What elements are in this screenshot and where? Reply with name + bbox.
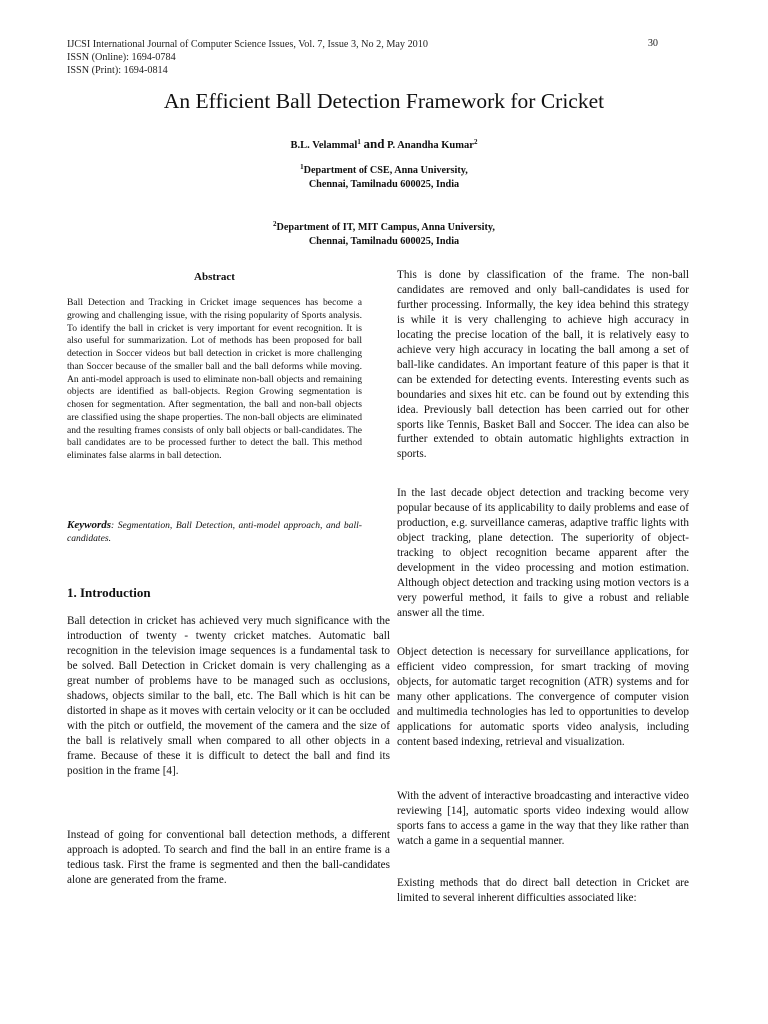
affiliation-1-line-1: Department of CSE, Anna University, bbox=[303, 165, 468, 176]
author-2: P. Anandha Kumar bbox=[387, 140, 474, 151]
affiliation-1 bbox=[0, 164, 768, 192]
journal-citation: IJCSI International Journal of Computer Science Issues, Vol. 7, Issue 3, No 2, May 2010 bbox=[67, 39, 428, 50]
author-2-sup: 2 bbox=[473, 138, 478, 146]
abstract-body: Ball Detection and Tracking in Cricket image sequences has become a growing and challenging issue, with the rising popularity of Sports analysis. To identify the ball in cricket is very important for event recognition. It is also useful for summarization. Lot of methods has been proposed for ball detection in Soccer videos but ball detection in cricket is more challenging than Soccer because of the smaller ball and the ball deforms while moving. An anti-model approach is used to eliminate non-ball objects and remaining objects are identified as ball-objects. Region Growing segmentation is chosen for segmentation. After segmentation, the ball and non-ball objects are classified using the shape properties. The non-ball objects are eliminated and the resulting frames consists of only ball objects or ball-candidates. The ball candidates are to be processed further to detect the ball. This method eliminates false alarms in ball detection. bbox=[67, 297, 362, 461]
affiliation-2-sup: 2 bbox=[273, 220, 277, 228]
author-1: B.L. Velammal bbox=[290, 140, 358, 151]
affiliation-2 bbox=[0, 221, 768, 249]
keywords-text: : Segmentation, Ball Detection, anti-model approach, and ball-candidates. bbox=[67, 520, 362, 544]
keywords-label: Keywords bbox=[67, 519, 111, 531]
right-paragraph-2: In the last decade object detection and tracking become very popular because of its applicability to daily problems and ease of production, e.g. surveillance cameras, adaptive traffic lights with object tracking, plane detection. The superiority of object-tracking to object recognition became apparent after the development in the video processing and motion estimation. Although object detection and tracking using motion vectors is a very powerful method, it fails to give a robust and reliable answer all the time. bbox=[397, 487, 689, 619]
author-line bbox=[0, 136, 768, 152]
affiliation-2-line-2: Chennai, Tamilnadu 600025, India bbox=[308, 236, 460, 247]
right-paragraph-1: This is done by classification of the frame. The non-ball candidates are removed and only ball-candidates is used for further processing. Informally, the key idea behind this strategy is while it is very challenging to achieve high accuracy in locating the precise location of the ball, it is relatively easy to achieve very high accuracy in locating the ball among a set of ball-like candidates. An important feature of this paper is that it can be extended for detecting events. Interesting events such as boundaries and sixes hit etc. can be found out by extending this idea. Previously ball detection has been carried out for other sports like Tennis, Basket Ball and Soccer. The idea can also be further extended to obtain automatic highlights extraction in sports. bbox=[397, 269, 689, 461]
right-paragraph-5: Existing methods that do direct ball detection in Cricket are limited to several inherent difficulties associated like: bbox=[397, 877, 689, 904]
journal-header bbox=[67, 38, 428, 77]
author-conjunction: and bbox=[363, 136, 385, 151]
affiliation-1-line-2: Chennai, Tamilnadu 600025, India bbox=[308, 179, 460, 190]
keywords bbox=[67, 519, 362, 545]
affiliation-2-line-1: Department of IT, MIT Campus, Anna University, bbox=[276, 222, 495, 233]
right-paragraph-4: With the advent of interactive broadcasting and interactive video reviewing [14], automatic sports video indexing would allow sports fans to access a game in the way that they like rather than watch a game in a sequential manner. bbox=[397, 790, 689, 847]
right-paragraph-3: Object detection is necessary for surveillance applications, for efficient video compression, for smart tracking of moving objects, for automatic target recognition (ATR) systems and for many other applications. The convergence of computer vision and multimedia technologies has led to opportunities to develop applications for automatic sports video analysis, including content based indexing, retrieval and visualization. bbox=[397, 646, 689, 748]
intro-paragraph-1: Ball detection in cricket has achieved very much significance with the introduction of twenty - twenty cricket matches. Automatic ball recognition in the television image sequences is a fundamental task to be solved. Ball Detection in Cricket domain is very challenging as a great number of problems have to be managed such as occlusions, shadows, objects similar to the ball, etc. The Ball which is hit can be distorted in shape as it moves with certain velocity or it can be occluded with the pitch or outfield, the movement of the camera and the size of the ball is relatively small when compared to all other objects in a frame. Because of these it is difficult to detect the ball and find its position in the frame [4]. bbox=[67, 615, 390, 777]
page-number: 30 bbox=[647, 38, 658, 49]
affiliation-1-sup: 1 bbox=[300, 163, 304, 171]
section-heading-introduction: 1. Introduction bbox=[67, 585, 151, 600]
paper-title: An Efficient Ball Detection Framework for Cricket bbox=[163, 89, 605, 113]
issn-print: ISSN (Print): 1694-0814 bbox=[67, 65, 168, 76]
intro-paragraph-2: Instead of going for conventional ball detection methods, a different approach is adopted. To search and find the ball in an entire frame is a tedious task. First the frame is segmented and then the ball-candidates alone are generated from the frame. bbox=[67, 829, 390, 886]
abstract-heading: Abstract bbox=[194, 271, 235, 283]
issn-online: ISSN (Online): 1694-0784 bbox=[67, 52, 176, 63]
author-1-sup: 1 bbox=[357, 138, 361, 146]
